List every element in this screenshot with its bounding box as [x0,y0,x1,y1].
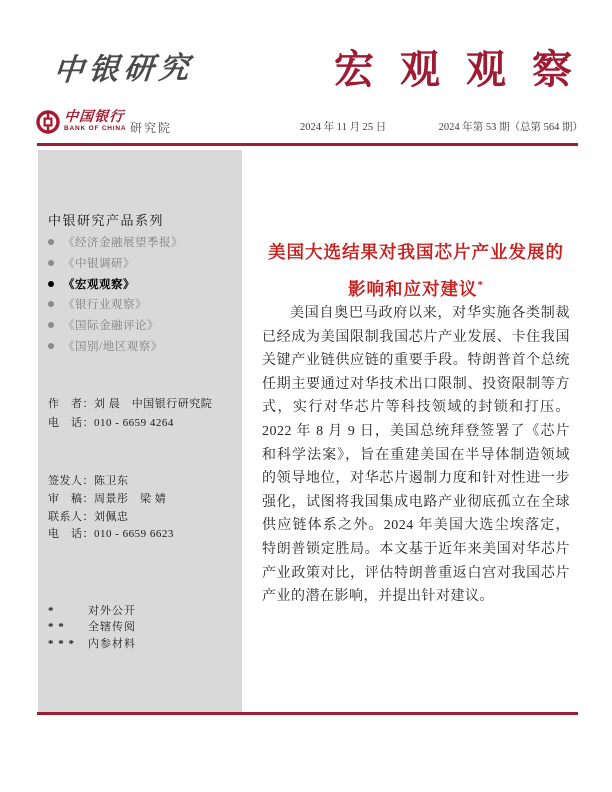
series-item-intl-finance-review [48,315,183,336]
author-phone-line: 电 话：010 - 6659 4264 [48,417,174,429]
series-item-macro-observation-current [48,273,183,294]
note-label: 对外公开 [88,605,136,617]
article-title-asterisk: * [477,279,484,291]
sidebar [38,150,242,712]
contact-phone-line: 电 话：010 - 6659 6623 [48,528,174,541]
bullet-icon [48,343,54,349]
bank-of-china-logo-icon [36,110,60,134]
series-item-label: 《经济金融展望季报》 [63,237,183,250]
article-title-line1: 美国大选结果对我国芯片产业发展的 [268,242,564,262]
note-label: 内参材料 [88,637,136,650]
series-item-economic-finance-outlook [48,232,183,253]
issue-number: 2024 年第 53 期（总第 564 期） [438,122,583,133]
series-item-country-region-observation [48,335,183,356]
note-label: 全辖传阅 [88,621,136,634]
asterisk-mark: * * [48,621,65,634]
note-internal-circulation [48,619,136,635]
bank-name-block [64,110,134,133]
series-title: 中银研究产品系列 [48,213,165,228]
note-internal-reference [48,636,136,652]
bullet-icon [48,239,54,245]
series-item-boc-survey [48,253,183,274]
bank-name-cn: 中国银行 [63,110,125,125]
bullet-icon [48,260,54,266]
bullet-icon [48,322,54,328]
asterisk-mark: * * * [48,637,75,650]
asterisk-mark: * [48,605,55,617]
staff-block [48,473,174,544]
article-title [262,236,570,306]
institute-label: 研究院 [130,121,173,135]
top-divider [37,143,578,146]
abstract-paragraph: 美国自奥巴马政府以来，对华实施各类制裁已经成为美国限制我国芯片产业发展、卡住我国关键产业链供应链的重要手段。特朗普首个总统任期主要通过对华技术出口限制、投资限制等方式，实行对华芯片等科技领域的封锁和打压。2022 年 8 月 9 日，美国总统拜登签署了《芯片和科学法案》，旨在重建美国在半导体制造领域的领导地位，对华芯片遏制力度和针对性进一步强化，试图将我国集成电路产业彻底孤立在全球供应链体系之外。2024 年美国大选尘埃落定，特朗普锁定胜局。本文基于近年来美国对华芯片产业政策对比，评估特朗普重返白宫对我国芯片产业的潜在影响，并提出针对建议。 [262,306,570,605]
author-line: 作 者：刘 晨 中国银行研究院 [48,398,213,410]
publication-title: 宏 观 观 察 [334,47,580,92]
contact-line: 联系人：刘佩忠 [48,510,129,523]
publication-date: 2024 年 11 月 25 日 [300,122,387,133]
series-item-label: 《宏观观察》 [63,278,135,291]
series-item-label: 《国别/地区观察》 [63,340,163,353]
classification-notes [48,603,136,652]
series-item-label: 《中银调研》 [63,258,135,271]
series-item-label: 《国际金融评论》 [63,320,159,333]
bullet-icon [48,281,54,287]
brand-calligraphy-logo: 中银研究 [52,51,196,88]
series-item-banking-observation [48,294,183,315]
reviewer-line: 审 稿：周景彤 梁 婧 [48,492,167,505]
bottom-divider [37,712,578,715]
issuer-line: 签发人：陈卫东 [48,475,129,487]
series-item-label: 《银行业观察》 [63,299,147,312]
bullet-icon [48,301,54,307]
bank-name-en: BANK OF CHINA [64,125,127,132]
note-public [48,603,136,619]
article-title-line2: 影响和应对建议 [348,278,478,299]
author-block [48,395,212,433]
series-list [48,232,183,356]
